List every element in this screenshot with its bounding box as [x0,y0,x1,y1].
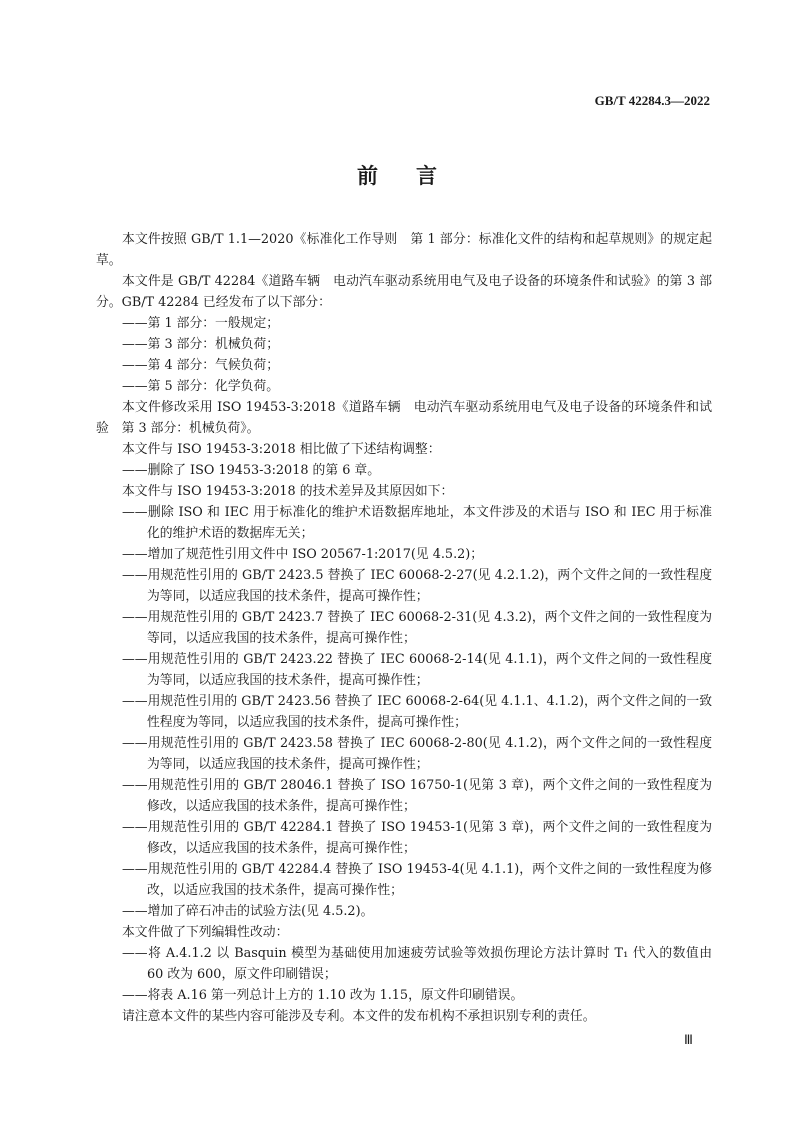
standard-code: GB/T 42284.3—2022 [594,93,710,108]
list-item: ——将 A.4.1.2 以 Basquin 模型为基础使用加速疲劳试验等效损伤理论方法计算时 T₁ 代入的数值由 60 改为 600，原文件印刷错误； [122,946,712,982]
list-item: ——第 1 部分：一般规定； [122,316,280,331]
paragraph: 本文件修改采用 ISO 19453-3:2018《道路车辆 电动汽车驱动系统用电气及电子设备的环境条件和试验 第 3 部分：机械负荷》。 [96,400,712,436]
list-item: ——用规范性引用的 GB/T 2423.7 替换了 IEC 60068-2-31(见 4.3.2)，两个文件之间的一致性程度为等同，以适应我国的技术条件，提高可操作性； [122,610,712,646]
list-item: ——用规范性引用的 GB/T 2423.22 替换了 IEC 60068-2-14(见 4.1.1)，两个文件之间的一致性程度为等同，以适应我国的技术条件，提高可操作性； [122,652,712,688]
list-item: ——删除 ISO 和 IEC 用于标准化的维护术语数据库地址，本文件涉及的术语与 ISO 和 IEC 用于标准化的维护术语的数据库无关； [122,505,712,541]
list-item: ——用规范性引用的 GB/T 2423.56 替换了 IEC 60068-2-64(见 4.1.1、4.1.2)，两个文件之间的一致性程度为等同，以适应我国的技术条件，提高可操作性； [122,694,712,730]
list-item: ——用规范性引用的 GB/T 2423.5 替换了 IEC 60068-2-27(见 4.2.1.2)，两个文件之间的一致性程度为等同，以适应我国的技术条件，提高可操作性； [122,568,712,604]
paragraph: 本文件做了下列编辑性改动： [122,925,289,940]
list-item: ——删除了 ISO 19453-3:2018 的第 6 章。 [122,463,381,478]
paragraph: 本文件与 ISO 19453-3:2018 相比做了下述结构调整： [122,442,441,457]
list-item: ——第 4 部分：气候负荷； [122,358,280,373]
list-item: ——将表 A.16 第一列总计上方的 1.10 改为 1.15，原文件印刷错误。 [122,988,524,1003]
list-item: ——用规范性引用的 GB/T 42284.1 替换了 ISO 19453-1(见第 3 章)，两个文件之间的一致性程度为修改，以适应我国的技术条件，提高可操作性； [122,820,712,856]
paragraph: 本文件与 ISO 19453-3:2018 的技术差异及其原因如下： [122,484,454,499]
foreword-body [96,229,712,1027]
page-number: Ⅲ [684,1032,693,1047]
list-item: ——增加了碎石冲击的试验方法(见 4.5.2)。 [122,904,374,919]
list-item: ——用规范性引用的 GB/T 42284.4 替换了 ISO 19453-4(见 4.1.1)，两个文件之间的一致性程度为修改，以适应我国的技术条件，提高可操作性； [122,862,712,898]
list-item: ——用规范性引用的 GB/T 2423.58 替换了 IEC 60068-2-80(见 4.1.2)，两个文件之间的一致性程度为等同，以适应我国的技术条件，提高可操作性； [122,736,712,772]
list-item: ——增加了规范性引用文件中 ISO 20567-1:2017(见 4.5.2)； [122,547,484,562]
page-title: 前言 [357,164,475,188]
paragraph: 本文件是 GB/T 42284《道路车辆 电动汽车驱动系统用电气及电子设备的环境条件和试验》的第 3 部分。GB/T 42284 已经发布了以下部分： [96,274,712,310]
list-item: ——第 3 部分：机械负荷； [122,337,280,352]
paragraph: 请注意本文件的某些内容可能涉及专利。本文件的发布机构不承担识别专利的责任。 [122,1009,596,1024]
list-item: ——第 5 部分：化学负荷。 [122,379,280,394]
paragraph: 本文件按照 GB/T 1.1—2020《标准化工作导则 第 1 部分：标准化文件的结构和起草规则》的规定起草。 [96,232,712,268]
list-item: ——用规范性引用的 GB/T 28046.1 替换了 ISO 16750-1(见第 3 章)，两个文件之间的一致性程度为修改，以适应我国的技术条件，提高可操作性； [122,778,712,814]
